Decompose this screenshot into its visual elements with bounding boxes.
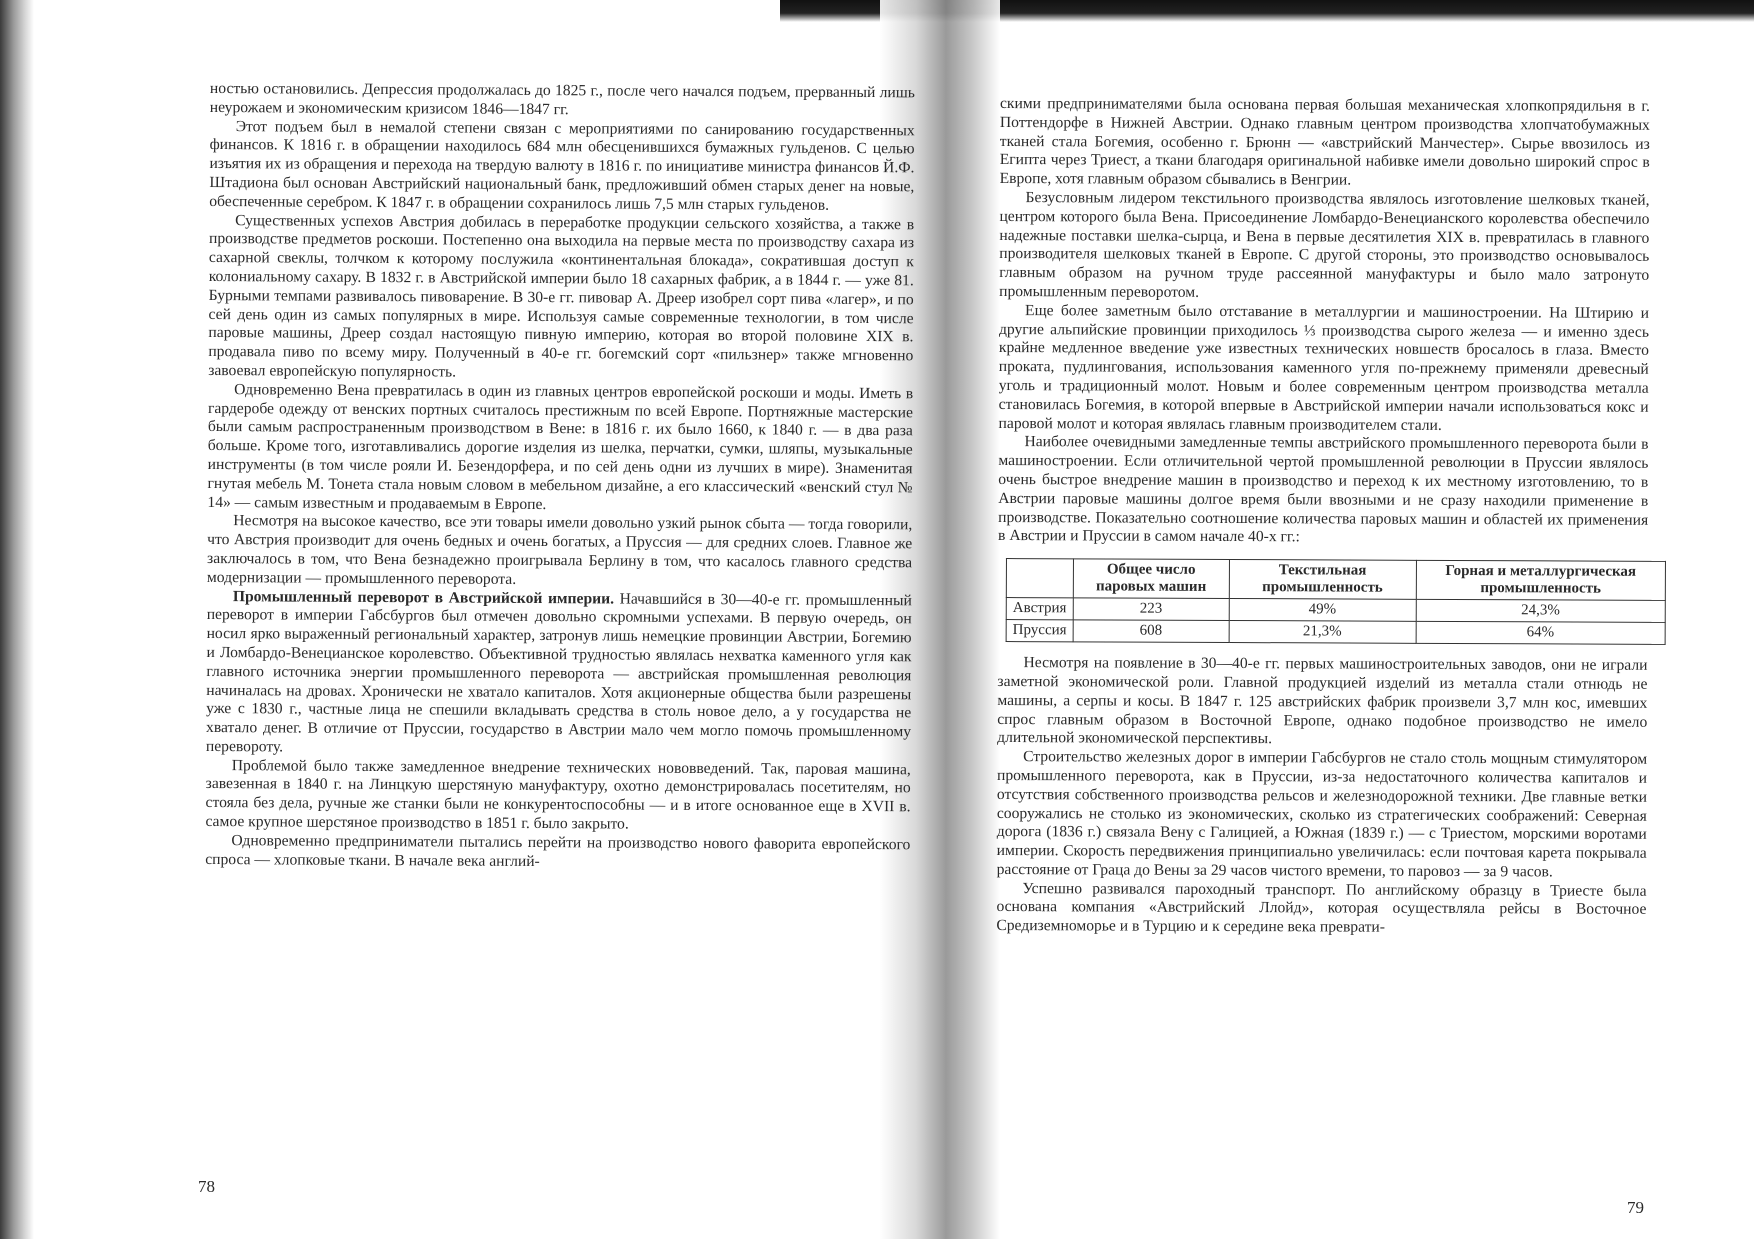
paragraph: Несмотря на появление в 30—40-е гг. первых машиностроительных заводов, они не играли заметной экономической роли. Главной продукцией изделий из металла стали отнюдь не машины, а серпы и косы. В 1847 г. 125 австрийских фабрик произвели 3,7 млн кос, имевших спрос главным образом в Восточной Европе, однако подобное производство не имело длительной экономической перспективы. — [997, 654, 1648, 748]
paragraph: Строительство железных дорог в империи Габсбургов не стало столь мощным стимулятором промышленного переворота, как в Пруссии, из-за недостаточного количества капиталов и отсутствия собственного производства рельсов и железнодорожной техники. Две главные ветки сооружались не столько из экономических, сколько из стратегических соображений: Северная дорога (1836 г.) связала Вену с Галицией, а Южная (1839 г.) — с Триестом, морскими воротами империи. Скорость передвижения принципиально увеличилась: если почтовая карета покрывала расстояние от Граца до Вены за 29 часов чистого времени, то паровоз — за 9 часов. — [996, 748, 1648, 881]
table-cell: 24,3% — [1416, 599, 1666, 622]
paragraph: Несмотря на высокое качество, все эти товары имели довольно узкий рынок сбыта — тогда говорили, что Австрия производит для очень бедных и очень богатых, а Пруссия — для средних слоев. Главное же заключалось в том, что Вена безнадежно проигрывала Берлину в том, что касалось главного средства модернизации — промышленного переворота. — [206, 512, 913, 588]
paragraph: Этот подъем был в немалой степени связан с мероприятиями по санированию государственных финансов. К 1816 г. в обращении находилось 684 млн обесценившихся бумажных гульденов. С целью изъятия их из обращения и перехода на твердую валюту в 1816 г. по инициативе министра финансов Й.Ф. Штадиона был основан Австрийский национальный банк, предложивший обмен старых денег на новые, обеспеченные серебром. К 1847 г. в обращении сохранилось лишь 7,5 млн старых гульденов. — [209, 117, 915, 214]
section-body: Начавшийся в 30—40-е гг. промышленный переворот в империи Габсбургов был отмечен довольно скромными успехами. В первую очередь, он носил ярко выраженный региональный характер, затронув лишь немецкие провинции Австрии, Богемию и Ломбардо-Венецианское королевство. Объективной трудностью являлась нехватка каменного угля как главного источника энергии промышленного переворота — австрийская промышленная революция начиналась на дровах. Хронически не хватало капиталов. Хотя акционерные общества были разрешены уже с 1830 г., частные лица не спешили вкладывать средства в столь новое дело, а у государства не хватало денег. В отличие от Пруссии, государство в Австрии мало чем могло помочь промышленному перевороту. — [205, 590, 912, 756]
paragraph: ностью остановились. Депрессия продолжалась до 1825 г., после чего начался подъем, прерванный лишь неурожаем и экономическим кризисом 1846—1847 гг. — [209, 80, 915, 118]
table-cell: Австрия — [1006, 598, 1073, 620]
right-page-text — [996, 95, 1650, 939]
table-row — [1006, 620, 1665, 645]
paragraph: Наиболее очевидными замедленные темпы австрийского промышленного переворота были в машиностроении. Если отличительной чертой промышленной революции в Пруссии являлось очень быстрое внедрение машин в производство и переход к их местному изготовлению, то в Австрии паровые машины долгое время были ввозными и не сразу находили применение в производстве. Показательно соотношение количества паровых машин и областей их применения в Австрии и Пруссии в самом начале 40-х гг.: — [998, 433, 1649, 546]
paragraph: Существенных успехов Австрия добилась в переработке продукции сельского хозяйства, а также в производстве предметов роскоши. Постепенно она выходила на первые места по производству сахара из сахарной свеклы, толчком к которому послужила «континентальная блокада», сократившая доступ к колониальному сахару. В 1832 г. в Австрийской империи было 18 сахарных фабрик, а в 1844 г. — уже 81. Бурными темпами развивалось пивоварение. В 30-е гг. пивовар А. Дреер изобрел сорт пива «лагер», и по сей день один из самых популярных в мире. Используя самые современные технологии, в том числе паровые машины, Дреер создал настоящую пивную империю, которая во второй половине XIX в. продавала пиво по всему миру. Полученный в 40-е гг. богемский сорт «пильзнер» также мгновенно завоевал европейскую популярность. — [208, 211, 915, 381]
paragraph: Проблемой было также замедленное внедрение технических нововведений. Так, паровая машина, завезенная в 1840 г. на Линцкую шерстяную мануфактуру, охотно демонстрировалась посетителям, но стояла без дела, ручные же станки были не конкурентоспособны — и в итоге основанное еще в XVII в. самое крупное шерстяное производство в 1851 г. было закрыто. — [205, 756, 911, 833]
table-row — [1006, 598, 1665, 623]
page-number: 78 — [198, 1177, 215, 1196]
section-heading: Промышленный переворот в Австрийской империи. — [232, 587, 615, 607]
table-cell: 49% — [1229, 599, 1416, 622]
table-header-row — [1006, 559, 1665, 601]
paragraph: скими предпринимателями была основана первая большая механическая хлопкопрядильня в г. Поттендорфе в Нижней Австрии. Однако главным центром производства хлопчатобумажных тканей стала Богемия, особенно г. Брюнн — «австрийский Манчестер». Сырье ввозилось из Египта через Триест, а ткани благодаря оригинальной набивке имели довольно широкий спрос в Европе, хотя главным образом сбывались в Венгрии. — [999, 95, 1650, 189]
paragraph: Безусловным лидером текстильного производства являлось изготовление шелковых тканей, центром которого была Вена. Присоединение Ломбардо-Венецианского королевства обеспечило надежные поставки шелка-сырца, и Вена в первые десятилетия XIX в. превратилась в главного производителя шелковых тканей в Европе. С другой стороны, это производство основывалось главным образом на ручном труде рассеянной мануфактуры и было мало затронуто промышленным переворотом. — [999, 189, 1650, 301]
table-header-cell: Горная и металлургическая промышленность — [1416, 560, 1666, 600]
right-page — [996, 0, 1740, 1239]
table-cell: Пруссия — [1006, 620, 1073, 642]
section-paragraph — [206, 588, 912, 761]
page-number: 79 — [1627, 1198, 1644, 1217]
book-left-edge-shadow — [0, 0, 34, 1239]
paragraph: Одновременно Вена превратилась в один из главных центров европейской роскоши и моды. Иметь в гардеробе одежду от венских портных считалось престижным по всей Европе. Портняжные мастерские были самым распространенным производством в Вене: в 1816 г. их было 1660, к 1840 г. — в два раза больше. Кроме того, изготавливались дорогие изделия из шелка, перчатки, сумки, шляпы, музыкальные инструменты (в том числе рояли И. Безендорфера, и по сей день одни из лучших в мире). Знаменитая гнутая мебель М. Тонета стала новым словом в мебельном дизайне, а его классический «венский стул № 14» — самым известным и продаваемым в Европе. — [207, 380, 914, 513]
steam-engines-table — [1006, 558, 1666, 645]
table-cell: 21,3% — [1229, 621, 1416, 644]
table-header-cell — [1006, 559, 1073, 598]
table-header-cell: Общее число паровых машин — [1073, 559, 1229, 599]
left-page-text — [205, 80, 915, 874]
paragraph: Еще более заметным было отставание в металлургии и машиностроении. На Штирию и другие альпийские провинции приходилось ⅓ производства сырого железа — и именно здесь крайне медленное введение уже известных технических новшеств бросалось в глаза. Вместо проката, пудлингования, использования каменного угля по-прежнему применяли древесный уголь и традиционный молот. Новым и более современным центром производства металла становилась Богемия, в которой впервые в Австрийской империи начали использоваться кокс и паровой молот и которая являлась главным производителем стали. — [998, 301, 1650, 434]
left-page — [40, 0, 915, 1239]
table-cell: 608 — [1073, 620, 1229, 643]
table-cell: 223 — [1073, 598, 1229, 621]
paragraph: Успешно развивался пароходный транспорт. По английскому образцу в Триесте была основана компания «Австрийский Ллойд», которая осуществляла рейсы в Восточное Средиземноморье и в Турцию и к середине века преврати- — [996, 879, 1647, 936]
paragraph: Одновременно предприниматели пытались перейти на производство нового фаворита европейского спроса — хлопковые ткани. В начале века англий- — [205, 832, 911, 870]
table-cell: 64% — [1416, 621, 1666, 644]
table-header-cell: Текстильная промышленность — [1229, 560, 1416, 600]
